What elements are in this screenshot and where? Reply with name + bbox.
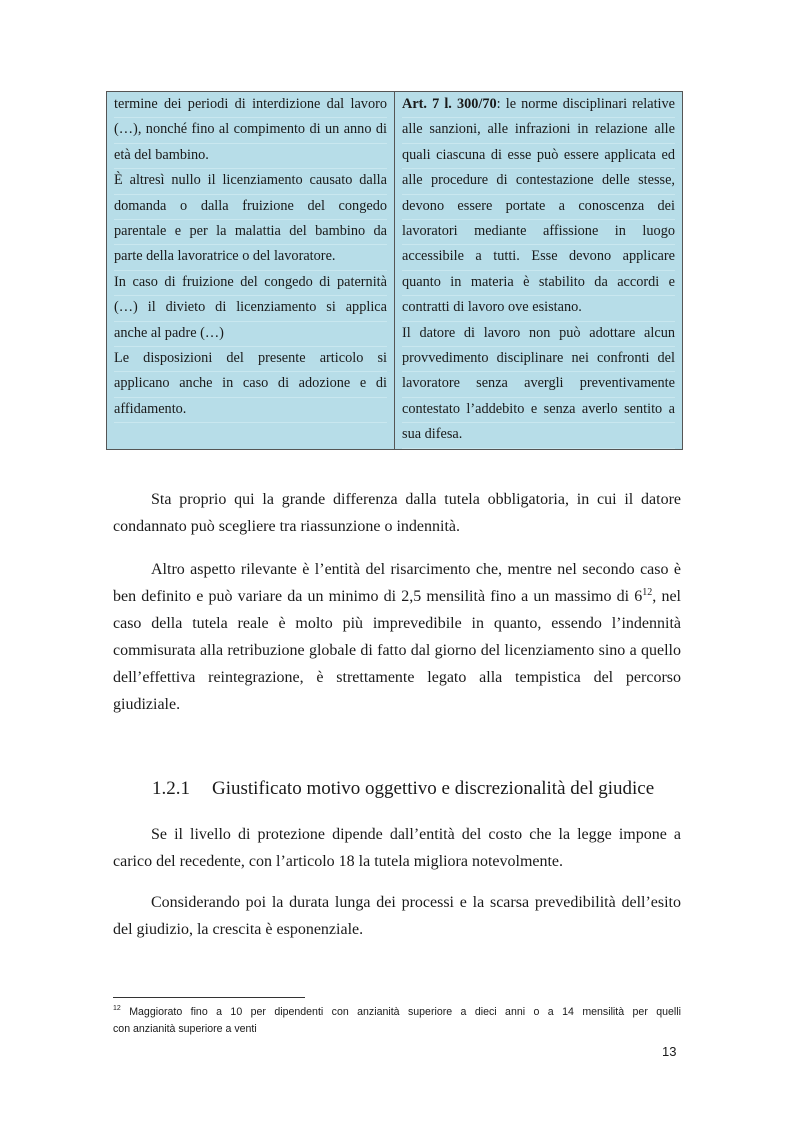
- paragraph-protezione: [113, 821, 681, 875]
- table-line: [402, 92, 675, 118]
- table-line: È altresì nullo il licenziamento causato dalla: [114, 168, 387, 194]
- paragraph-risarcimento: [113, 556, 681, 718]
- table-line: parte della lavoratrice o del lavoratore.: [114, 244, 387, 270]
- footnote-reference[interactable]: 12: [642, 587, 653, 598]
- footnote-separator: [113, 997, 305, 998]
- table-line: età del bambino.: [114, 143, 387, 169]
- footnote-text: Maggiorato fino a 10 per dipendenti con anzianità superiore a dieci anni o a 14 mensilità per quelli: [120, 1006, 681, 1018]
- table-line-text: : le norme disciplinari relative: [496, 96, 676, 112]
- table-line: applicano anche in caso di adozione e di: [114, 371, 387, 397]
- paragraph-line: carico del recedente, con l’articolo 18 la tutela migliora notevolmente.: [113, 853, 564, 870]
- paragraph-line: [113, 583, 681, 610]
- footnote-mark: 12: [113, 1005, 121, 1012]
- footnote: [113, 1004, 681, 1038]
- table-line: contestato l’addebito e senza averlo sentito a: [402, 397, 675, 423]
- footnote-line: con anzianità superiore a venti: [113, 1023, 257, 1035]
- table-line: Il datore di lavoro non può adottare alcun: [402, 321, 675, 347]
- table-line: termine dei periodi di interdizione dal lavoro: [114, 92, 387, 118]
- table-line: quanto in materia è stabilito da accordi e: [402, 270, 675, 296]
- table-line: sua difesa.: [402, 422, 675, 448]
- table-line: anche al padre (…): [114, 321, 387, 347]
- paragraph-line: condannato può scegliere tra riassunzione o indennità.: [113, 518, 460, 535]
- table-cell-right: [395, 92, 682, 449]
- article-reference: Art. 7 l. 300/70: [402, 96, 497, 112]
- paragraph-line: Sta proprio qui la grande differenza dalla tutela obbligatoria, in cui il datore: [151, 491, 681, 508]
- paragraph-line: commisurata alla retribuzione globale di fatto dal giorno del licenziamento sino a quello: [113, 642, 681, 659]
- table-line: In caso di fruizione del congedo di paternità: [114, 270, 387, 296]
- table-line: Le disposizioni del presente articolo si: [114, 346, 387, 372]
- paragraph-text: ben definito e può variare da un minimo di 2,5 mensilità fino a un massimo di 6: [113, 588, 643, 605]
- paragraph-line: caso della tutela reale è molto più imprevedibile in quanto, essendo l’indennità: [113, 615, 681, 632]
- page-number: 13: [662, 1044, 677, 1059]
- paragraph-line: dell’effettiva reintegrazione, è strettamente legato alla tempistica del percorso: [113, 669, 681, 686]
- table-line: domanda o dalla fruizione del congedo: [114, 194, 387, 220]
- table-line: parentale e per la malattia del bambino da: [114, 219, 387, 245]
- table-line: lavoratori mediante affissione in luogo: [402, 219, 675, 245]
- section-number: 1.2.1: [152, 778, 190, 799]
- section-heading: [152, 778, 654, 800]
- table-line: (…), nonché fino al compimento di un anno di: [114, 117, 387, 143]
- footnote-line: [113, 1004, 681, 1021]
- table-line: affidamento.: [114, 397, 387, 423]
- table-line: alle procedure di contestazione delle stesse,: [402, 168, 675, 194]
- table-line: contratti di lavoro ove esistano.: [402, 295, 675, 321]
- paragraph-line: Considerando poi la durata lunga dei processi e la scarsa prevedibilità dell’esito: [151, 894, 681, 911]
- paragraph-text: , nel: [652, 588, 681, 605]
- table-cell-left: [107, 92, 395, 449]
- paragraph-line: Altro aspetto rilevante è l’entità del risarcimento che, mentre nel secondo caso è: [151, 561, 681, 578]
- paragraph-line: giudiziale.: [113, 696, 181, 713]
- table-line: (…) il divieto di licenziamento si applica: [114, 295, 387, 321]
- paragraph-line: Se il livello di protezione dipende dall’entità del costo che la legge impone a: [151, 826, 681, 843]
- section-title: Giustificato motivo oggettivo e discrezionalità del giudice: [212, 778, 655, 799]
- paragraph-processi: [113, 889, 681, 943]
- paragraph-tutela-obbligatoria: [113, 486, 681, 540]
- table-line: alle sanzioni, alle infrazioni in relazione alle: [402, 117, 675, 143]
- paragraph-line: del giudizio, la crescita è esponenziale.: [113, 921, 364, 938]
- legal-comparison-table: [106, 91, 683, 450]
- table-line: quali ciascuna di esse può essere applicata ed: [402, 143, 675, 169]
- table-line: accessibile a tutti. Esse devono applicare: [402, 244, 675, 270]
- table-line: devono essere portate a conoscenza dei: [402, 194, 675, 220]
- table-line: lavoratore senza avergli preventivamente: [402, 371, 675, 397]
- table-line: provvedimento disciplinare nei confronti del: [402, 346, 675, 372]
